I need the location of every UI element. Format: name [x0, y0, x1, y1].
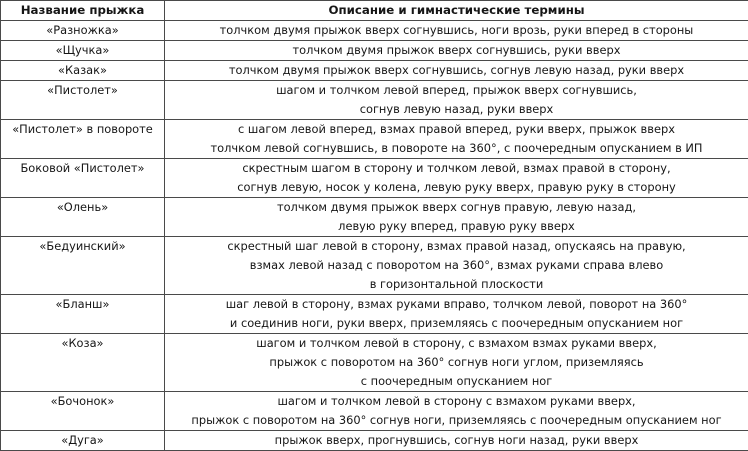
description-line: согнув левую назад, руки вверх [165, 100, 748, 119]
header-row [1, 1, 748, 21]
jump-name: «Бедуинский» [1, 237, 165, 295]
jump-description [165, 295, 748, 334]
description-line: шагом и толчком левой в сторону с взмахом руками вверх, [165, 392, 748, 411]
description-line: и соединив ноги, руки вверх, приземляясь с поочередным опусканием ног [165, 314, 748, 333]
table-row [1, 159, 748, 198]
table-row [1, 41, 748, 61]
jump-description [165, 392, 748, 431]
description-line: толчком двумя прыжок вверх согнув правую, левую назад, [165, 198, 748, 217]
jump-name: «Бочонок» [1, 392, 165, 431]
description-line: взмах левой назад с поворотом на 360°, взмах руками справа влево [165, 256, 748, 275]
table-row [1, 198, 748, 237]
description-line: толчком двумя прыжок вверх согнувшись, ноги врозь, руки вперед в стороны [165, 21, 748, 40]
jump-name: Боковой «Пистолет» [1, 159, 165, 198]
jump-description [165, 61, 748, 81]
jump-description [165, 334, 748, 392]
table-row [1, 334, 748, 392]
table-row [1, 295, 748, 334]
jump-name: «Разножка» [1, 21, 165, 41]
description-line: в горизонтальной плоскости [165, 275, 748, 294]
jump-name: «Пистолет» [1, 81, 165, 120]
header-description: Описание и гимнастические термины [165, 1, 748, 21]
description-line: толчком двумя прыжок вверх согнувшись, руки вверх [165, 41, 748, 60]
jump-description [165, 120, 748, 159]
description-line: согнув левую, носок у колена, левую руку вверх, правую руку в сторону [165, 178, 748, 197]
description-line: левую руку вперед, правую руку вверх [165, 217, 748, 236]
jump-name: «Казак» [1, 61, 165, 81]
description-line: прыжок вверх, прогнувшись, согнув ноги назад, руки вверх [165, 431, 748, 450]
header-jump-name: Название прыжка [1, 1, 165, 21]
table-row [1, 431, 748, 451]
table-row [1, 392, 748, 431]
description-line: скрестный шаг левой в сторону, взмах правой назад, опускаясь на правую, [165, 237, 748, 256]
jump-name: «Олень» [1, 198, 165, 237]
table-row [1, 237, 748, 295]
description-line: шагом и толчком левой вперед, прыжок вверх согнувшись, [165, 81, 748, 100]
jump-description [165, 237, 748, 295]
table-row [1, 81, 748, 120]
jump-description [165, 159, 748, 198]
jump-name: «Пистолет» в повороте [1, 120, 165, 159]
description-line: шаг левой в сторону, взмах руками вправо, толчком левой, поворот на 360° [165, 295, 748, 314]
description-line: прыжок с поворотом на 360° согнув ноги углом, приземляясь [165, 353, 748, 372]
table-row [1, 61, 748, 81]
jump-description [165, 431, 748, 451]
jump-description [165, 198, 748, 237]
description-line: шагом и толчком левой в сторону, с взмахом взмах руками вверх, [165, 334, 748, 353]
description-line: скрестным шагом в сторону и толчком левой, взмах правой в сторону, [165, 159, 748, 178]
table-row [1, 120, 748, 159]
jump-description [165, 81, 748, 120]
jump-name: «Щучка» [1, 41, 165, 61]
table-row [1, 21, 748, 41]
description-line: прыжок с поворотом на 360° согнув ноги, приземляясь с поочередным опусканием ног [165, 411, 748, 430]
jump-name: «Бланш» [1, 295, 165, 334]
jump-name: «Коза» [1, 334, 165, 392]
jump-description [165, 21, 748, 41]
description-line: с поочередным опусканием ног [165, 372, 748, 391]
description-line: толчком левой согнувшись, в повороте на 360°, с поочередным опусканием в ИП [165, 139, 748, 158]
jump-description [165, 41, 748, 61]
description-line: толчком двумя прыжок вверх согнувшись, согнув левую назад, руки вверх [165, 61, 748, 80]
jump-name: «Дуга» [1, 431, 165, 451]
description-line: с шагом левой вперед, взмах правой вперед, руки вверх, прыжок вверх [165, 120, 748, 139]
